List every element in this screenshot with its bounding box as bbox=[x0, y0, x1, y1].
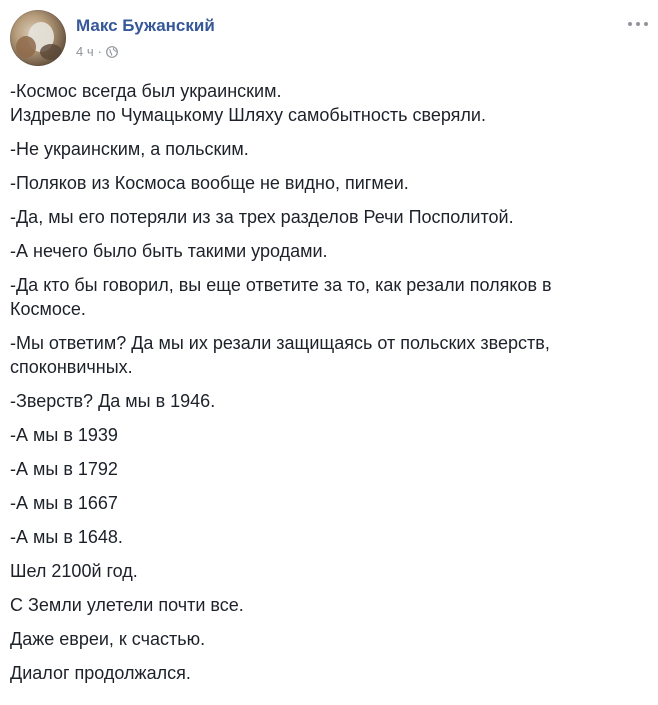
post-paragraph bbox=[10, 137, 640, 161]
post-header bbox=[10, 10, 648, 66]
more-options-icon[interactable] bbox=[628, 20, 648, 28]
post-paragraph bbox=[10, 661, 640, 685]
post-paragraph bbox=[10, 491, 640, 515]
post-line: -А мы в 1667 bbox=[10, 493, 118, 513]
post-line: -Зверств? Да мы в 1946. bbox=[10, 391, 216, 411]
post-paragraph bbox=[10, 239, 640, 263]
post-line: -А нечего было быть такими уродами. bbox=[10, 241, 328, 261]
post-meta bbox=[76, 44, 118, 59]
post-paragraph bbox=[10, 627, 640, 651]
post-line: Шел 2100й год. bbox=[10, 561, 138, 581]
post-line: -Мы ответим? Да мы их резали защищаясь от польских зверств, bbox=[10, 333, 550, 353]
post-line: -Да, мы его потеряли из за трех разделов Речи Посполитой. bbox=[10, 207, 514, 227]
post-line: Диалог продолжался. bbox=[10, 663, 191, 683]
post-line: -Поляков из Космоса вообще не видно, пигмеи. bbox=[10, 173, 409, 193]
post-line: -Космос всегда был украинским. bbox=[10, 81, 282, 101]
post-paragraph bbox=[10, 457, 640, 481]
post-line: -А мы в 1939 bbox=[10, 425, 118, 445]
globe-icon[interactable] bbox=[106, 46, 118, 58]
post-line: споконвичных. bbox=[10, 357, 133, 377]
post-paragraph bbox=[10, 525, 640, 549]
post-paragraph bbox=[10, 559, 640, 583]
post-paragraph bbox=[10, 273, 640, 321]
post-paragraph bbox=[10, 205, 640, 229]
post-line: Издревле по Чумацькому Шляху самобытность сверяли. bbox=[10, 105, 486, 125]
post-paragraph bbox=[10, 389, 640, 413]
post-line: -А мы в 1648. bbox=[10, 527, 123, 547]
post-line: С Земли улетели почти все. bbox=[10, 595, 244, 615]
post-paragraph bbox=[10, 423, 640, 447]
post-text bbox=[10, 79, 640, 695]
author-avatar[interactable] bbox=[10, 10, 66, 66]
post-line: -Да кто бы говорил, вы еще ответите за то, как резали поляков в bbox=[10, 275, 552, 295]
post-timestamp[interactable]: 4 ч bbox=[76, 44, 94, 59]
post-line: -А мы в 1792 bbox=[10, 459, 118, 479]
post-line: Космосе. bbox=[10, 299, 86, 319]
meta-separator: · bbox=[97, 44, 102, 59]
post-paragraph bbox=[10, 171, 640, 195]
post-paragraph bbox=[10, 593, 640, 617]
author-name[interactable]: Макс Бужанский bbox=[76, 16, 215, 35]
post-paragraph bbox=[10, 331, 640, 379]
post-line: -Не украинским, а польским. bbox=[10, 139, 249, 159]
post-line: Даже евреи, к счастью. bbox=[10, 629, 206, 649]
post-paragraph bbox=[10, 79, 640, 127]
